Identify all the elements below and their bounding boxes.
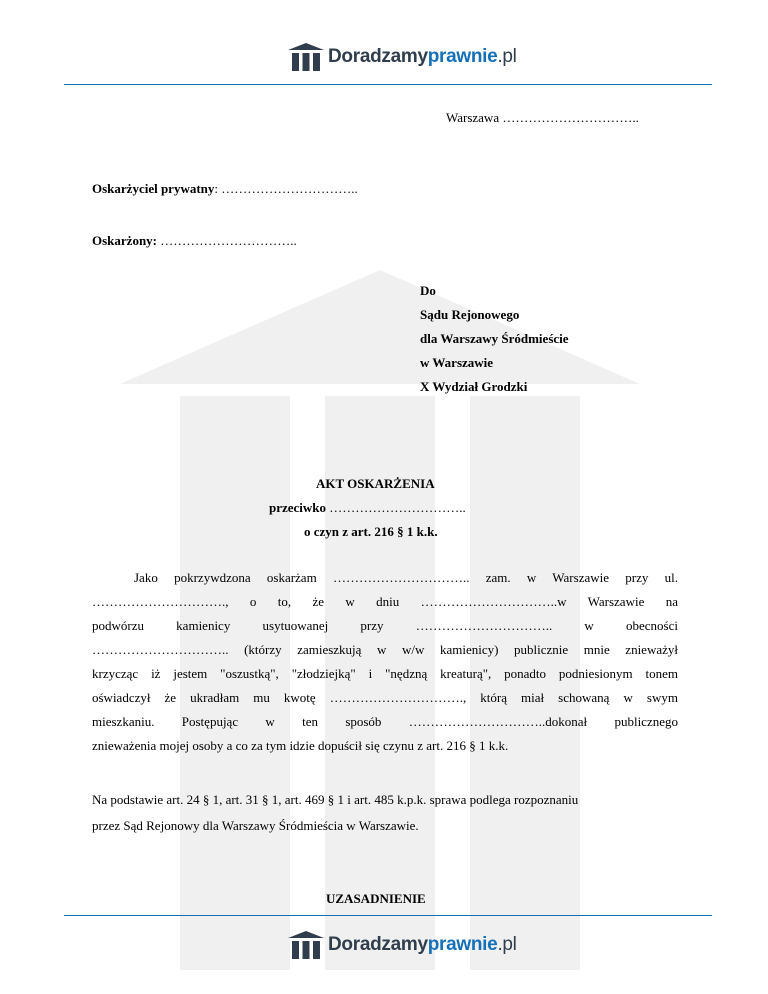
accused-line [92,233,297,249]
court-line: Do [420,283,436,298]
paragraph-line: podwórzu kamienicy usytuowanej przy ………………………….. w obecności [92,618,678,633]
paragraph-line: krzycząc iż jestem "oszustką", "złodziejką" i "nędzną kreaturą", ponadto podniesionym tonem [92,666,678,681]
paragraph-line: …………………………., o to, że w dniu …………………………..w Warszawie na [92,594,678,609]
logo [288,39,517,75]
basis-line: Na podstawie art. 24 § 1, art. 31 § 1, art. 469 § 1 i art. 485 k.p.k. sprawa podlega rozpoznaniu [92,792,579,807]
court-line: Sądu Rejonowego [420,307,520,322]
logo-text: Doradzamyprawnie.pl [328,46,517,67]
footer-logo [288,927,517,963]
paragraph-line: oświadczył że ukradłam mu kwotę …………………………., którą miał schowaną w swym [92,690,678,705]
against-line [269,500,466,516]
accused-label: Oskarżony: [92,233,157,248]
paragraph-line: znieważenia mojej osoby a co za tym idzie dopuścił się czynu z art. 216 § 1 k.k. [92,738,509,753]
logo-text: Doradzamyprawnie.pl [328,934,517,955]
accused-value: ………………………….. [157,233,297,248]
paragraph-line: mieszkaniu. Postępując w ten sposób …………………………..dokonał publicznego [92,714,678,729]
columns-logo-icon [288,43,324,71]
basis-line: przez Sąd Rejonowy dla Warszawy Śródmieścia w Warszawie. [92,818,419,833]
court-line: X Wydział Grodzki [420,379,528,394]
paragraph-line: ………………………….. (którzy zamieszkują w w/w kamienicy) publicznie mnie znieważył [92,642,678,657]
court-line: dla Warszawy Śródmieście [420,331,569,346]
justification-heading: UZASADNIENIE [326,891,426,906]
accuser-label: Oskarżyciel prywatny [92,181,215,196]
charge-line: o czyn z art. 216 § 1 k.k. [304,524,438,539]
court-line: w Warszawie [420,355,494,370]
against-value: ………………………….. [326,500,466,515]
columns-logo-icon [288,931,324,959]
document-title: AKT OSKARŻENIA [316,476,435,491]
accuser-line [92,181,358,197]
place-date: Warszawa ………………………….. [446,110,639,125]
accuser-value: : ………………………….. [214,181,358,196]
header-rule [64,84,712,85]
against-label: przeciwko [269,500,327,515]
footer-rule [64,915,712,916]
paragraph-line: Jako pokrzywdzona oskarżam ………………………….. zam. w Warszawie przy ul. [134,570,678,585]
